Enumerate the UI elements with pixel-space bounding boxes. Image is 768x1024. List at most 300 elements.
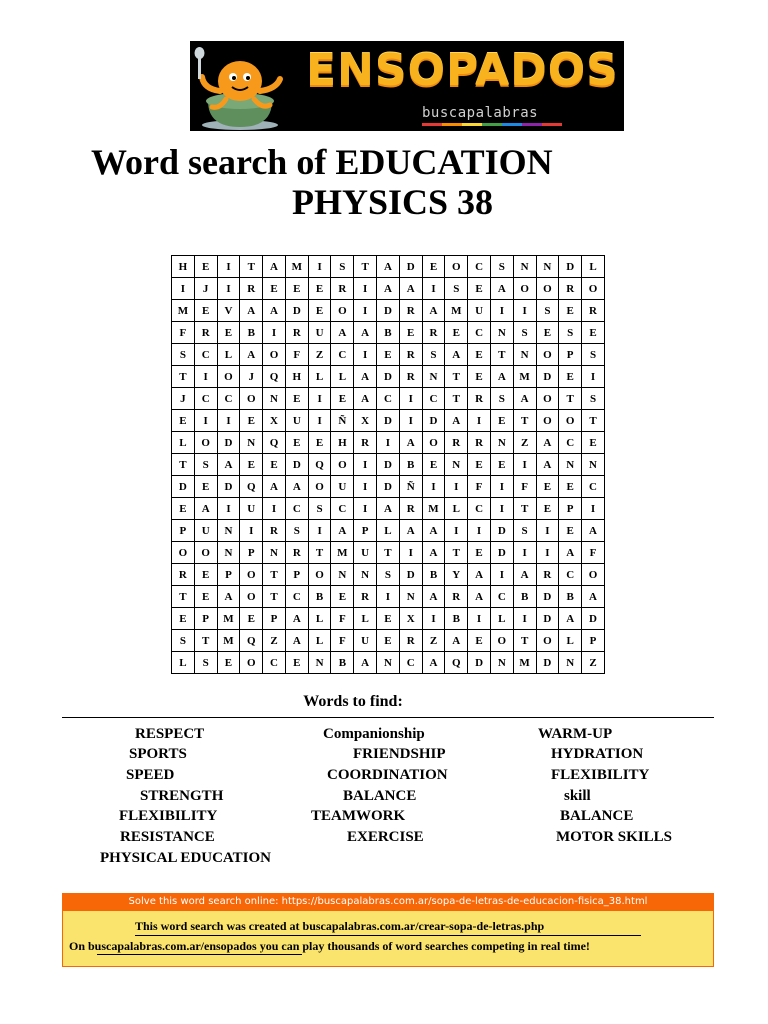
grid-cell[interactable]: E <box>559 300 582 322</box>
grid-cell[interactable]: I <box>399 410 422 432</box>
grid-cell[interactable]: S <box>445 278 468 300</box>
grid-cell[interactable]: I <box>445 476 468 498</box>
grid-cell[interactable]: A <box>377 256 400 278</box>
grid-cell[interactable]: I <box>399 542 422 564</box>
grid-cell[interactable]: O <box>194 542 217 564</box>
grid-cell[interactable]: A <box>263 300 286 322</box>
grid-cell[interactable]: R <box>263 520 286 542</box>
grid-cell[interactable]: H <box>285 366 308 388</box>
grid-cell[interactable]: A <box>445 410 468 432</box>
grid-cell[interactable]: F <box>468 476 491 498</box>
grid-cell[interactable]: R <box>468 432 491 454</box>
grid-cell[interactable]: D <box>422 410 445 432</box>
grid-cell[interactable]: P <box>559 344 582 366</box>
grid-cell[interactable]: I <box>536 542 559 564</box>
grid-cell[interactable]: D <box>172 476 195 498</box>
grid-cell[interactable]: S <box>536 300 559 322</box>
grid-cell[interactable]: O <box>536 344 559 366</box>
grid-cell[interactable]: E <box>194 256 217 278</box>
grid-cell[interactable]: E <box>194 300 217 322</box>
grid-cell[interactable]: I <box>422 278 445 300</box>
grid-cell[interactable]: E <box>377 608 400 630</box>
grid-cell[interactable]: I <box>240 520 263 542</box>
grid-cell[interactable]: C <box>582 476 605 498</box>
grid-cell[interactable]: O <box>194 432 217 454</box>
grid-cell[interactable]: E <box>490 410 513 432</box>
grid-cell[interactable]: N <box>263 388 286 410</box>
grid-cell[interactable]: T <box>559 388 582 410</box>
grid-cell[interactable]: R <box>331 278 354 300</box>
grid-cell[interactable]: S <box>377 564 400 586</box>
grid-cell[interactable]: S <box>490 256 513 278</box>
grid-cell[interactable]: O <box>559 410 582 432</box>
grid-cell[interactable]: Z <box>263 630 286 652</box>
grid-cell[interactable]: S <box>331 256 354 278</box>
grid-cell[interactable]: A <box>582 586 605 608</box>
grid-cell[interactable]: A <box>399 520 422 542</box>
grid-cell[interactable]: D <box>536 366 559 388</box>
grid-cell[interactable]: R <box>422 322 445 344</box>
grid-cell[interactable]: S <box>559 322 582 344</box>
grid-cell[interactable]: O <box>490 630 513 652</box>
grid-cell[interactable]: F <box>172 322 195 344</box>
grid-cell[interactable]: I <box>354 344 377 366</box>
grid-cell[interactable]: E <box>308 432 331 454</box>
grid-cell[interactable]: C <box>468 322 491 344</box>
ensopados-banner[interactable] <box>190 41 624 131</box>
grid-cell[interactable]: O <box>308 564 331 586</box>
grid-cell[interactable]: I <box>468 520 491 542</box>
grid-cell[interactable]: I <box>513 454 536 476</box>
grid-cell[interactable]: E <box>285 388 308 410</box>
grid-cell[interactable]: T <box>582 410 605 432</box>
grid-cell[interactable]: L <box>217 344 240 366</box>
grid-cell[interactable]: D <box>377 300 400 322</box>
grid-cell[interactable]: I <box>354 454 377 476</box>
grid-cell[interactable]: L <box>490 608 513 630</box>
grid-cell[interactable]: P <box>217 564 240 586</box>
grid-cell[interactable]: I <box>354 278 377 300</box>
grid-cell[interactable]: E <box>422 454 445 476</box>
grid-cell[interactable]: S <box>194 454 217 476</box>
grid-cell[interactable]: T <box>513 630 536 652</box>
grid-cell[interactable]: M <box>217 608 240 630</box>
grid-cell[interactable]: Q <box>263 366 286 388</box>
grid-cell[interactable]: E <box>331 586 354 608</box>
grid-cell[interactable]: N <box>445 454 468 476</box>
grid-cell[interactable]: D <box>399 256 422 278</box>
grid-cell[interactable]: I <box>377 432 400 454</box>
grid-cell[interactable]: R <box>399 630 422 652</box>
grid-cell[interactable]: R <box>468 388 491 410</box>
grid-cell[interactable]: P <box>194 608 217 630</box>
grid-cell[interactable]: Q <box>240 476 263 498</box>
grid-cell[interactable]: I <box>172 278 195 300</box>
grid-cell[interactable]: R <box>285 542 308 564</box>
grid-cell[interactable]: B <box>240 322 263 344</box>
grid-cell[interactable]: N <box>490 432 513 454</box>
grid-cell[interactable]: O <box>263 344 286 366</box>
grid-cell[interactable]: J <box>172 388 195 410</box>
grid-cell[interactable]: R <box>285 322 308 344</box>
grid-cell[interactable]: O <box>308 476 331 498</box>
grid-cell[interactable]: O <box>422 432 445 454</box>
grid-cell[interactable]: H <box>331 432 354 454</box>
grid-cell[interactable]: A <box>399 278 422 300</box>
grid-cell[interactable]: Q <box>240 630 263 652</box>
grid-cell[interactable]: F <box>582 542 605 564</box>
grid-cell[interactable]: U <box>194 520 217 542</box>
grid-cell[interactable]: L <box>559 630 582 652</box>
grid-cell[interactable]: I <box>217 498 240 520</box>
grid-cell[interactable]: U <box>308 322 331 344</box>
grid-cell[interactable]: I <box>217 278 240 300</box>
grid-cell[interactable]: E <box>172 608 195 630</box>
grid-cell[interactable]: A <box>263 256 286 278</box>
grid-cell[interactable]: X <box>354 410 377 432</box>
grid-cell[interactable]: A <box>422 300 445 322</box>
grid-cell[interactable]: C <box>559 432 582 454</box>
grid-cell[interactable]: O <box>536 278 559 300</box>
grid-cell[interactable]: N <box>331 564 354 586</box>
grid-cell[interactable]: A <box>194 498 217 520</box>
grid-cell[interactable]: Ñ <box>331 410 354 432</box>
grid-cell[interactable]: L <box>308 630 331 652</box>
online-link[interactable]: Solve this word search online: https://buscapalabras.com.ar/sopa-de-letras-de-educacion-fisica_38.html <box>62 893 714 911</box>
grid-cell[interactable]: A <box>263 476 286 498</box>
grid-cell[interactable]: O <box>240 586 263 608</box>
grid-cell[interactable]: B <box>399 454 422 476</box>
grid-cell[interactable]: M <box>513 366 536 388</box>
grid-cell[interactable]: C <box>468 256 491 278</box>
grid-cell[interactable]: E <box>194 476 217 498</box>
grid-cell[interactable]: N <box>559 454 582 476</box>
grid-cell[interactable]: E <box>468 344 491 366</box>
grid-cell[interactable]: T <box>377 542 400 564</box>
grid-cell[interactable]: N <box>240 432 263 454</box>
grid-cell[interactable]: A <box>490 366 513 388</box>
grid-cell[interactable]: I <box>490 300 513 322</box>
grid-cell[interactable]: E <box>582 322 605 344</box>
grid-cell[interactable]: A <box>445 630 468 652</box>
grid-cell[interactable]: T <box>172 586 195 608</box>
grid-cell[interactable]: N <box>490 322 513 344</box>
grid-cell[interactable]: O <box>217 366 240 388</box>
grid-cell[interactable]: P <box>285 564 308 586</box>
grid-cell[interactable]: T <box>172 454 195 476</box>
grid-cell[interactable]: L <box>331 366 354 388</box>
grid-cell[interactable]: U <box>331 476 354 498</box>
grid-cell[interactable]: N <box>217 520 240 542</box>
grid-cell[interactable]: A <box>354 652 377 674</box>
grid-cell[interactable]: R <box>536 564 559 586</box>
grid-cell[interactable]: O <box>445 256 468 278</box>
grid-cell[interactable]: N <box>354 564 377 586</box>
grid-cell[interactable]: R <box>445 586 468 608</box>
grid-cell[interactable]: E <box>536 476 559 498</box>
grid-cell[interactable]: C <box>559 564 582 586</box>
grid-cell[interactable]: A <box>422 586 445 608</box>
grid-cell[interactable]: L <box>172 652 195 674</box>
grid-cell[interactable]: S <box>172 630 195 652</box>
grid-cell[interactable]: C <box>194 344 217 366</box>
grid-cell[interactable]: M <box>217 630 240 652</box>
grid-cell[interactable]: B <box>308 586 331 608</box>
grid-cell[interactable]: A <box>468 586 491 608</box>
grid-cell[interactable]: C <box>285 586 308 608</box>
grid-cell[interactable]: P <box>172 520 195 542</box>
grid-cell[interactable]: Q <box>445 652 468 674</box>
grid-cell[interactable]: P <box>354 520 377 542</box>
grid-cell[interactable]: E <box>172 498 195 520</box>
grid-cell[interactable]: J <box>194 278 217 300</box>
grid-cell[interactable]: L <box>308 366 331 388</box>
grid-cell[interactable]: E <box>331 388 354 410</box>
grid-cell[interactable]: I <box>194 366 217 388</box>
grid-cell[interactable]: O <box>240 388 263 410</box>
grid-cell[interactable]: Y <box>445 564 468 586</box>
grid-cell[interactable]: T <box>490 344 513 366</box>
grid-cell[interactable]: I <box>445 520 468 542</box>
grid-cell[interactable]: E <box>285 432 308 454</box>
grid-cell[interactable]: U <box>354 630 377 652</box>
grid-cell[interactable]: E <box>468 630 491 652</box>
grid-cell[interactable]: N <box>308 652 331 674</box>
grid-cell[interactable]: M <box>422 498 445 520</box>
grid-cell[interactable]: H <box>172 256 195 278</box>
grid-cell[interactable]: X <box>263 410 286 432</box>
grid-cell[interactable]: D <box>468 652 491 674</box>
grid-cell[interactable]: R <box>354 586 377 608</box>
grid-cell[interactable]: U <box>468 300 491 322</box>
grid-cell[interactable]: C <box>422 388 445 410</box>
grid-cell[interactable]: S <box>285 520 308 542</box>
grid-cell[interactable]: E <box>445 322 468 344</box>
grid-cell[interactable]: E <box>559 476 582 498</box>
grid-cell[interactable]: B <box>377 322 400 344</box>
grid-cell[interactable]: T <box>308 542 331 564</box>
grid-cell[interactable]: T <box>445 542 468 564</box>
grid-cell[interactable]: E <box>468 542 491 564</box>
grid-cell[interactable]: I <box>490 564 513 586</box>
grid-cell[interactable]: E <box>377 630 400 652</box>
grid-cell[interactable]: E <box>217 652 240 674</box>
grid-cell[interactable]: M <box>285 256 308 278</box>
grid-cell[interactable]: A <box>490 278 513 300</box>
grid-cell[interactable]: L <box>377 520 400 542</box>
grid-cell[interactable]: D <box>217 476 240 498</box>
grid-cell[interactable]: D <box>285 300 308 322</box>
grid-cell[interactable]: C <box>468 498 491 520</box>
grid-cell[interactable]: E <box>468 454 491 476</box>
grid-cell[interactable]: F <box>513 476 536 498</box>
grid-cell[interactable]: A <box>422 652 445 674</box>
grid-cell[interactable]: U <box>354 542 377 564</box>
grid-cell[interactable]: S <box>513 520 536 542</box>
grid-cell[interactable]: A <box>513 388 536 410</box>
grid-cell[interactable]: O <box>536 410 559 432</box>
grid-cell[interactable]: A <box>217 586 240 608</box>
grid-cell[interactable]: E <box>240 608 263 630</box>
grid-cell[interactable]: D <box>377 476 400 498</box>
grid-cell[interactable]: D <box>399 564 422 586</box>
grid-cell[interactable]: I <box>582 366 605 388</box>
grid-cell[interactable]: C <box>331 344 354 366</box>
grid-cell[interactable]: E <box>559 520 582 542</box>
grid-cell[interactable]: E <box>490 454 513 476</box>
grid-cell[interactable]: Q <box>308 454 331 476</box>
grid-cell[interactable]: M <box>331 542 354 564</box>
grid-cell[interactable]: R <box>354 432 377 454</box>
grid-cell[interactable]: P <box>263 608 286 630</box>
grid-cell[interactable]: O <box>331 300 354 322</box>
grid-cell[interactable]: I <box>468 410 491 432</box>
grid-cell[interactable]: I <box>308 388 331 410</box>
grid-cell[interactable]: I <box>513 300 536 322</box>
grid-cell[interactable]: I <box>513 542 536 564</box>
grid-cell[interactable]: T <box>240 256 263 278</box>
grid-cell[interactable]: E <box>240 410 263 432</box>
grid-cell[interactable]: I <box>217 256 240 278</box>
grid-cell[interactable]: D <box>536 652 559 674</box>
grid-cell[interactable]: A <box>422 542 445 564</box>
grid-cell[interactable]: E <box>285 278 308 300</box>
grid-cell[interactable]: A <box>217 454 240 476</box>
grid-cell[interactable]: D <box>377 454 400 476</box>
grid-cell[interactable]: A <box>377 498 400 520</box>
grid-cell[interactable]: N <box>422 366 445 388</box>
grid-cell[interactable]: C <box>399 652 422 674</box>
grid-cell[interactable]: R <box>194 322 217 344</box>
grid-cell[interactable]: I <box>377 586 400 608</box>
grid-cell[interactable]: Z <box>308 344 331 366</box>
grid-cell[interactable]: C <box>194 388 217 410</box>
grid-cell[interactable]: I <box>468 608 491 630</box>
grid-cell[interactable]: N <box>582 454 605 476</box>
grid-cell[interactable]: Ñ <box>399 476 422 498</box>
grid-cell[interactable]: L <box>582 256 605 278</box>
grid-cell[interactable]: D <box>536 586 559 608</box>
grid-cell[interactable]: A <box>582 520 605 542</box>
grid-cell[interactable]: S <box>172 344 195 366</box>
grid-cell[interactable]: I <box>422 608 445 630</box>
grid-cell[interactable]: E <box>263 454 286 476</box>
grid-cell[interactable]: E <box>468 366 491 388</box>
grid-cell[interactable]: T <box>513 498 536 520</box>
grid-cell[interactable]: F <box>285 344 308 366</box>
created-at-link[interactable]: This word search was created at buscapalabras.com.ar/crear-sopa-de-letras.php <box>135 919 545 933</box>
grid-cell[interactable]: A <box>285 608 308 630</box>
grid-cell[interactable]: E <box>399 322 422 344</box>
grid-cell[interactable]: R <box>445 432 468 454</box>
grid-cell[interactable]: B <box>513 586 536 608</box>
grid-cell[interactable]: A <box>422 520 445 542</box>
grid-cell[interactable]: S <box>582 388 605 410</box>
grid-cell[interactable]: E <box>536 322 559 344</box>
grid-cell[interactable]: C <box>377 388 400 410</box>
grid-cell[interactable]: P <box>240 542 263 564</box>
grid-cell[interactable]: N <box>377 652 400 674</box>
grid-cell[interactable]: S <box>513 322 536 344</box>
grid-cell[interactable]: F <box>331 630 354 652</box>
grid-cell[interactable]: L <box>172 432 195 454</box>
grid-cell[interactable]: O <box>582 278 605 300</box>
grid-cell[interactable]: F <box>331 608 354 630</box>
grid-cell[interactable]: I <box>422 476 445 498</box>
grid-cell[interactable]: I <box>399 388 422 410</box>
grid-cell[interactable]: T <box>513 410 536 432</box>
grid-cell[interactable]: C <box>263 652 286 674</box>
grid-cell[interactable]: C <box>217 388 240 410</box>
grid-cell[interactable]: A <box>559 608 582 630</box>
grid-cell[interactable]: P <box>582 630 605 652</box>
grid-cell[interactable]: I <box>194 410 217 432</box>
grid-cell[interactable]: D <box>490 520 513 542</box>
grid-cell[interactable]: A <box>354 322 377 344</box>
grid-cell[interactable]: M <box>172 300 195 322</box>
grid-cell[interactable]: I <box>354 498 377 520</box>
grid-cell[interactable]: T <box>172 366 195 388</box>
grid-cell[interactable]: E <box>559 366 582 388</box>
grid-cell[interactable]: C <box>331 498 354 520</box>
grid-cell[interactable]: I <box>513 608 536 630</box>
grid-cell[interactable]: T <box>354 256 377 278</box>
grid-cell[interactable]: E <box>308 278 331 300</box>
grid-cell[interactable]: I <box>217 410 240 432</box>
grid-cell[interactable]: S <box>194 652 217 674</box>
grid-cell[interactable]: O <box>513 278 536 300</box>
grid-cell[interactable]: P <box>559 498 582 520</box>
grid-cell[interactable]: L <box>308 608 331 630</box>
grid-cell[interactable]: E <box>217 322 240 344</box>
grid-cell[interactable]: E <box>172 410 195 432</box>
grid-cell[interactable]: A <box>445 344 468 366</box>
grid-cell[interactable]: I <box>308 520 331 542</box>
grid-cell[interactable]: N <box>490 652 513 674</box>
grid-cell[interactable]: A <box>377 278 400 300</box>
grid-cell[interactable]: M <box>513 652 536 674</box>
grid-cell[interactable]: N <box>513 344 536 366</box>
grid-cell[interactable]: I <box>263 322 286 344</box>
grid-cell[interactable]: V <box>217 300 240 322</box>
grid-cell[interactable]: R <box>172 564 195 586</box>
grid-cell[interactable]: D <box>377 410 400 432</box>
grid-cell[interactable]: A <box>331 322 354 344</box>
grid-cell[interactable]: M <box>445 300 468 322</box>
grid-cell[interactable]: I <box>308 410 331 432</box>
grid-cell[interactable]: B <box>422 564 445 586</box>
grid-cell[interactable]: E <box>468 278 491 300</box>
grid-cell[interactable]: O <box>240 564 263 586</box>
grid-cell[interactable]: A <box>354 366 377 388</box>
grid-cell[interactable]: E <box>240 454 263 476</box>
grid-cell[interactable]: T <box>194 630 217 652</box>
grid-cell[interactable]: N <box>399 586 422 608</box>
grid-cell[interactable]: X <box>399 608 422 630</box>
grid-cell[interactable]: I <box>354 300 377 322</box>
grid-cell[interactable]: O <box>582 564 605 586</box>
grid-cell[interactable]: D <box>490 542 513 564</box>
grid-cell[interactable]: U <box>285 410 308 432</box>
grid-cell[interactable]: Z <box>582 652 605 674</box>
grid-cell[interactable]: N <box>536 256 559 278</box>
grid-cell[interactable]: Q <box>263 432 286 454</box>
grid-cell[interactable]: E <box>377 344 400 366</box>
grid-cell[interactable]: R <box>240 278 263 300</box>
grid-cell[interactable]: T <box>445 388 468 410</box>
grid-cell[interactable]: D <box>559 256 582 278</box>
grid-cell[interactable]: A <box>354 388 377 410</box>
